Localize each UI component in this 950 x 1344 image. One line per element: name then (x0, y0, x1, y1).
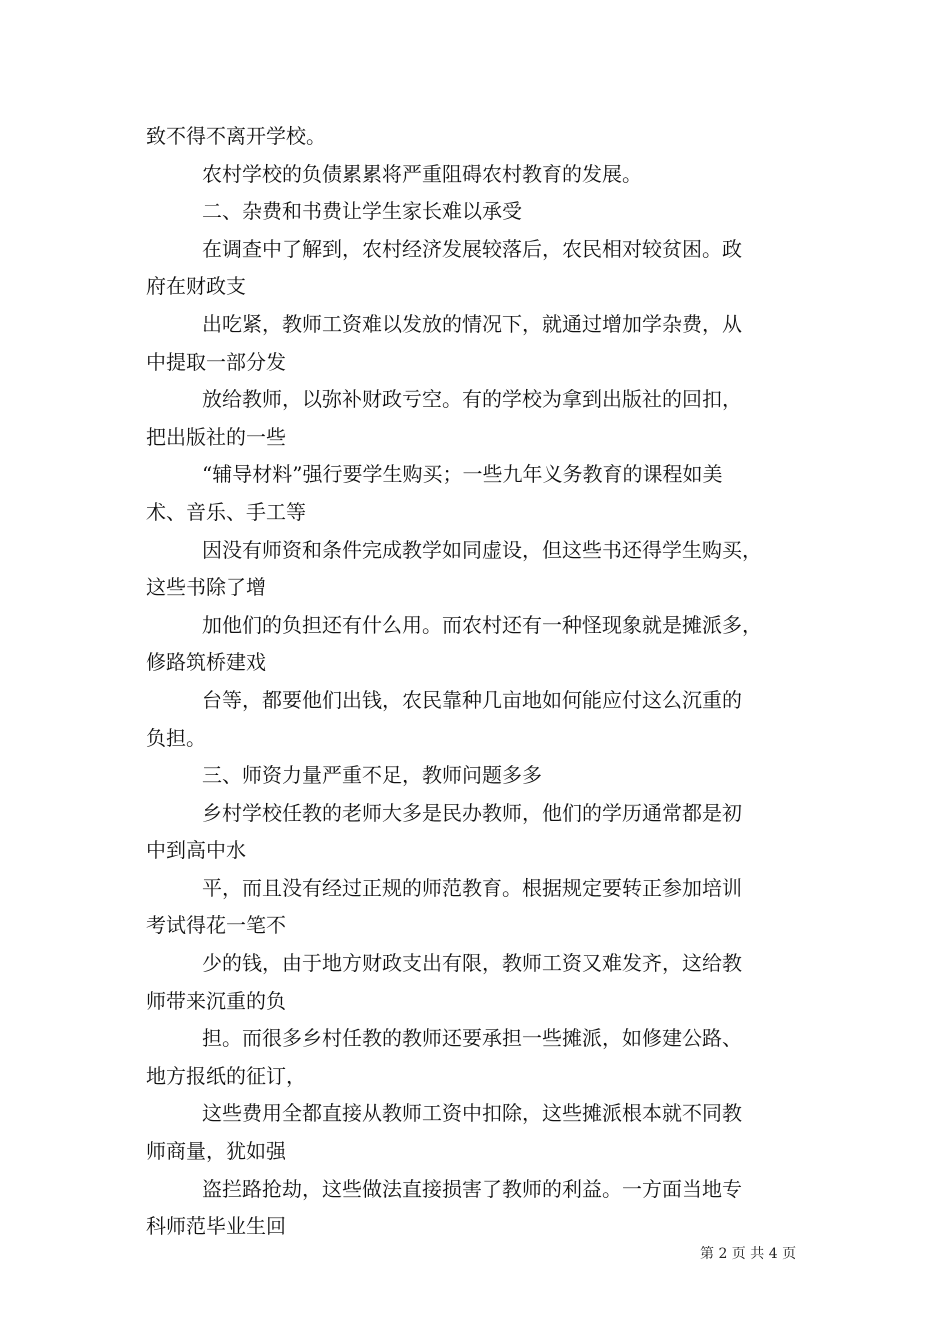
text-line: “辅导材料”强行要学生购买；一些九年义务教育的课程如美 (202, 462, 723, 487)
text-line: 修路筑桥建戏 (146, 650, 266, 675)
text-line: 师商量，犹如强 (146, 1139, 286, 1164)
text-line: 科师范毕业生回 (146, 1214, 286, 1239)
text-line: 台等，都要他们出钱，农民靠种几亩地如何能应付这么沉重的 (202, 687, 742, 712)
text-line: 因没有师资和条件完成教学如同虚设，但这些书还得学生购买， (202, 537, 762, 562)
text-line: 出吃紧，教师工资难以发放的情况下，就通过增加学杂费，从 (202, 311, 742, 336)
text-line: 放给教师，以弥补财政亏空。有的学校为拿到出版社的回扣， (202, 387, 742, 412)
text-line: 府在财政支 (146, 274, 246, 299)
section-heading: 三、师资力量严重不足，教师问题多多 (202, 763, 542, 788)
text-line: 地方报纸的征订， (146, 1063, 306, 1088)
page-number-footer: 第 2 页 共 4 页 (700, 1246, 797, 1262)
text-line: 把出版社的一些 (146, 424, 286, 449)
text-line: 这些书除了增 (146, 575, 266, 600)
text-line: 少的钱，由于地方财政支出有限，教师工资又难发齐，这给教 (202, 951, 742, 976)
text-line: 考试得花一笔不 (146, 913, 286, 938)
text-line: 平，而且没有经过正规的师范教育。根据规定要转正参加培训 (202, 875, 742, 900)
text-line: 在调查中了解到，农村经济发展较落后，农民相对较贫困。政 (202, 236, 742, 261)
text-line: 中到高中水 (146, 838, 246, 863)
text-line: 担。而很多乡村任教的教师还要承担一些摊派，如修建公路、 (202, 1026, 742, 1051)
text-line: 农村学校的负债累累将严重阻碍农村教育的发展。 (202, 161, 642, 186)
text-line: 盗拦路抢劫，这些做法直接损害了教师的利益。一方面当地专 (202, 1176, 742, 1201)
body-text (146, 118, 836, 1246)
section-heading: 二、杂费和书费让学生家长难以承受 (202, 199, 522, 224)
text-line: 负担。 (146, 725, 206, 750)
text-line: 这些费用全都直接从教师工资中扣除，这些摊派根本就不同教 (202, 1101, 742, 1126)
text-line: 术、音乐、手工等 (146, 499, 306, 524)
text-line: 加他们的负担还有什么用。而农村还有一种怪现象就是摊派多， (202, 612, 762, 637)
text-line: 乡村学校任教的老师大多是民办教师，他们的学历通常都是初 (202, 800, 742, 825)
text-line: 致不得不离开学校。 (146, 124, 326, 148)
text-line: 中提取一部分发 (146, 349, 286, 374)
text-line: 师带来沉重的负 (146, 988, 286, 1013)
